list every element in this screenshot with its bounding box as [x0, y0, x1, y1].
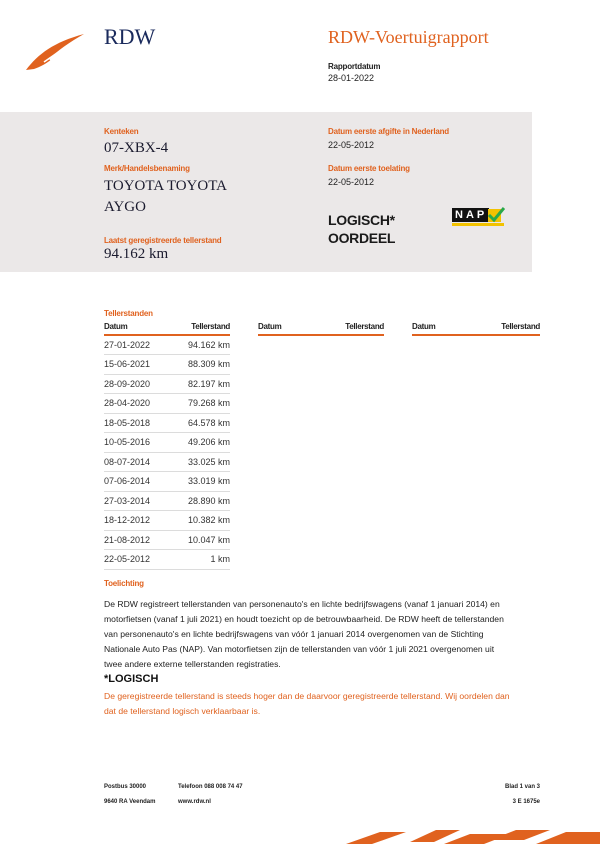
table-row	[104, 336, 230, 356]
tellerstanden-table-2	[258, 322, 384, 336]
row-tellerstand: 33.019 km	[187, 476, 230, 486]
table-row	[104, 531, 230, 551]
rapportdatum-value: 28-01-2022	[328, 73, 375, 83]
row-datum: 10-05-2016	[104, 437, 151, 447]
toelichting-title: Toelichting	[104, 579, 144, 588]
kenteken-label: Kenteken	[104, 127, 139, 136]
tellerstanden-title: Tellerstanden	[104, 309, 153, 318]
row-datum: 15-06-2021	[104, 359, 151, 369]
row-datum: 22-05-2012	[104, 554, 151, 564]
footer-adres: 9640 RA Veendam	[104, 799, 156, 805]
logisch-text	[104, 689, 544, 719]
checkmark-icon	[487, 206, 505, 224]
datum-toelating-label: Datum eerste toelating	[328, 164, 410, 173]
toelichting-line: Nationale Auto Pas (NAP). Van motorfietsen zijn de tellerstanden van vóór 1 juli 2021 overgenomen uit	[104, 644, 495, 654]
oordeel-line1: LOGISCH*	[328, 212, 395, 228]
vehicle-info-panel	[0, 112, 532, 272]
row-datum: 07-06-2014	[104, 476, 151, 486]
logisch-line: De geregistreerde tellerstand is steeds hoger dan de daarvoor geregistreerde tellerstand. Wij oordelen dan	[104, 691, 510, 701]
footer-postbus: Postbus 30000	[104, 784, 147, 790]
table-row	[104, 453, 230, 473]
nap-badge	[452, 208, 504, 226]
decorative-stripes-icon	[340, 826, 600, 847]
row-tellerstand: 10.382 km	[187, 515, 230, 525]
row-datum: 21-08-2012	[104, 534, 151, 545]
datum-toelating-value: 22-05-2012	[328, 177, 375, 187]
logisch-line: dat de tellerstand logisch verklaarbaar is.	[104, 706, 261, 716]
row-tellerstand: 64.578 km	[187, 417, 230, 428]
col-tellerstand-header: Tellerstand	[501, 322, 540, 331]
col-datum-header: Datum	[258, 322, 282, 331]
row-datum: 08-07-2014	[104, 456, 151, 467]
logisch-heading: *LOGISCH	[104, 673, 159, 685]
footer-telefoon: Telefoon 088 008 74 47	[178, 784, 243, 790]
merk-label: Merk/Handelsbenaming	[104, 164, 190, 173]
row-tellerstand: 49.206 km	[187, 437, 230, 447]
footer-blad: Blad 1 van 3	[504, 784, 540, 790]
tellerstanden-table-3	[412, 322, 540, 336]
table-row	[104, 433, 230, 453]
tellerstanden-table-1	[104, 322, 230, 570]
rdw-logo-icon	[24, 30, 88, 74]
report-title: RDW-Voertuigrapport	[328, 27, 489, 47]
oordeel-line2: OORDEEL	[328, 230, 396, 246]
header-underline	[412, 334, 540, 336]
row-datum: 28-04-2020	[104, 398, 151, 408]
toelichting-line: motorfietsen (vanaf 1 juli 2021) en houdt toezicht op de betrouwbaarheid. De RDW heeft de tellerstanden	[104, 614, 504, 624]
row-tellerstand: 10.047 km	[187, 534, 230, 545]
col-tellerstand-header: Tellerstand	[191, 322, 230, 331]
tellerstand-label: Laatst geregistreerde tellerstand	[104, 236, 222, 245]
row-datum: 18-12-2012	[104, 515, 151, 525]
row-tellerstand: 1 km	[210, 554, 230, 564]
toelichting-line: De RDW registreert tellerstanden van personenauto's en lichte bedrijfswagens (vanaf 1 januari 2014) en	[104, 599, 500, 609]
row-datum: 27-01-2022	[104, 339, 151, 350]
table-row	[104, 355, 230, 375]
row-tellerstand: 88.309 km	[187, 359, 230, 369]
row-tellerstand: 82.197 km	[187, 378, 230, 389]
col-datum-header: Datum	[412, 322, 436, 331]
merk-value-line2: AYGO	[104, 199, 146, 215]
table-row	[104, 550, 230, 570]
datum-afgifte-label: Datum eerste afgifte in Nederland	[328, 127, 449, 136]
row-tellerstand: 33.025 km	[187, 456, 230, 467]
toelichting-line: twee andere externe tellerstanden registraties.	[104, 659, 281, 669]
nap-badge-text: NAP	[452, 208, 489, 222]
table-row	[104, 414, 230, 434]
row-datum: 18-05-2018	[104, 417, 151, 428]
table-row	[104, 394, 230, 414]
merk-value-line1: TOYOTA TOYOTA	[104, 178, 228, 194]
table-row	[104, 492, 230, 512]
header-underline	[258, 334, 384, 336]
row-tellerstand: 94.162 km	[187, 339, 230, 350]
table-row	[104, 511, 230, 531]
row-tellerstand: 79.268 km	[187, 398, 230, 408]
logo-text: RDW	[104, 24, 156, 49]
table-row	[104, 472, 230, 492]
tellerstand-value: 94.162 km	[104, 246, 169, 262]
toelichting-line: van personenauto's en lichte bedrijfswagens van vóór 1 januari 2014 overgenomen van de Stichting	[104, 629, 484, 639]
row-tellerstand: 28.890 km	[187, 495, 230, 506]
datum-afgifte-value: 22-05-2012	[328, 140, 375, 150]
col-datum-header: Datum	[104, 322, 128, 331]
row-datum: 28-09-2020	[104, 378, 151, 389]
row-datum: 27-03-2014	[104, 495, 151, 506]
toelichting-text	[104, 597, 544, 672]
col-tellerstand-header: Tellerstand	[345, 322, 384, 331]
tellerstanden-rows	[104, 336, 230, 570]
table-row	[104, 375, 230, 395]
kenteken-value: 07-XBX-4	[104, 140, 169, 156]
footer-code: 3 E 1675e	[512, 799, 540, 805]
footer-web: www.rdw.nl	[178, 799, 211, 805]
rapportdatum-label: Rapportdatum	[328, 62, 381, 71]
